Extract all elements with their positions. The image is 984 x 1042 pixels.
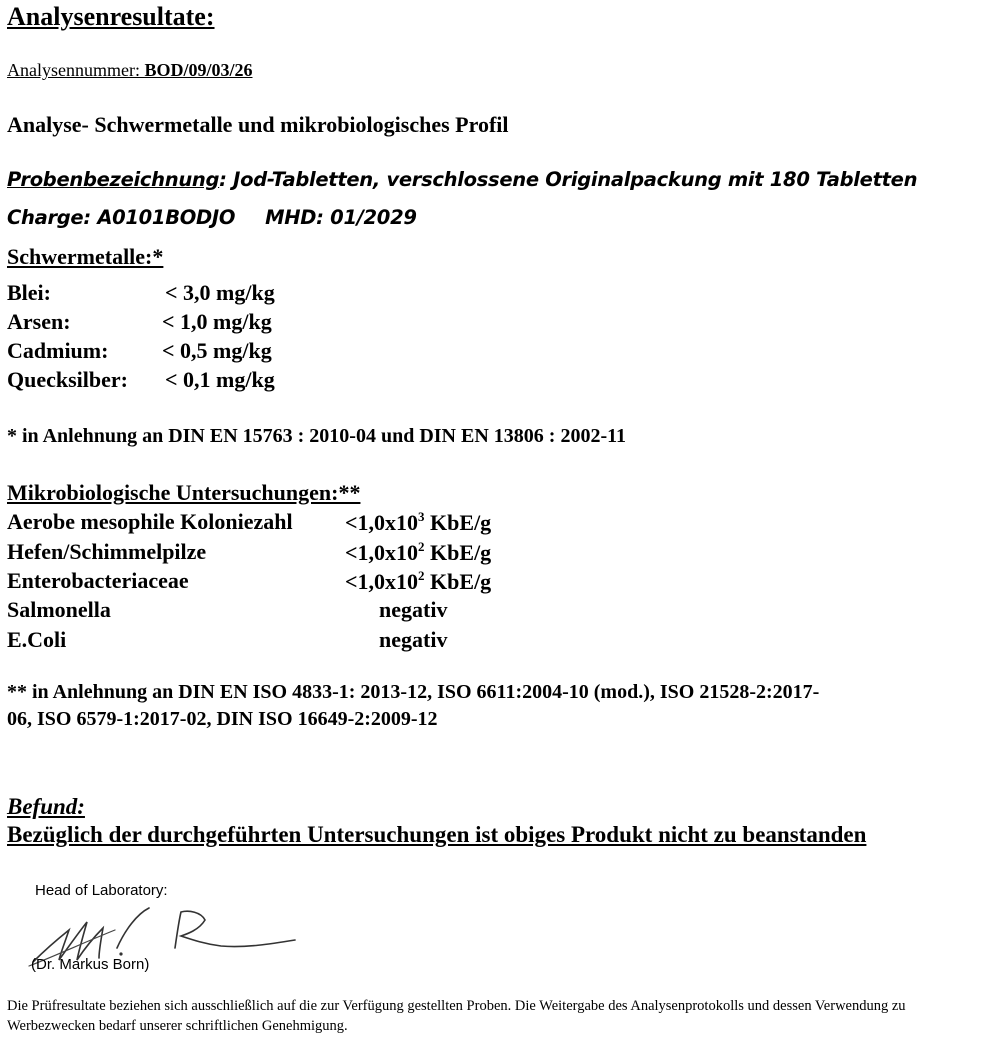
befund-text: Bezüglich der durchgeführten Untersuchungen ist obiges Produkt nicht zu beanstanden <box>7 822 867 847</box>
metal-name: Arsen: <box>7 309 71 334</box>
charge-number: Charge: A0101BODJO <box>7 206 236 229</box>
microbiology-row <box>7 568 492 594</box>
microbiology-value: negativ <box>379 597 448 622</box>
metal-name: Quecksilber: <box>7 367 128 392</box>
befund-heading: Befund: <box>7 794 85 819</box>
microbiology-row <box>7 627 448 653</box>
sample-description <box>7 168 917 191</box>
microbiology-value: $<1,0x10^2$ KbE/g <box>345 568 492 594</box>
metal-value: < 3,0 mg/kg <box>165 280 275 305</box>
heavy-metals-heading: Schwermetalle:* <box>7 244 164 269</box>
microbiology-row <box>7 509 492 535</box>
mhd-date: MHD: 01/2029 <box>265 206 417 229</box>
heavy-metals-footnote: * in Anlehnung an DIN EN 15763 : 2010-04 und DIN EN 13806 : 2002-11 <box>7 425 627 447</box>
microbiology-heading: Mikrobiologische Untersuchungen:** <box>7 480 361 505</box>
analysis-number-value: BOD/09/03/26 <box>144 60 253 80</box>
metal-row <box>7 280 275 306</box>
metal-value: < 0,5 mg/kg <box>162 338 272 363</box>
microbiology-footnote-line1: ** in Anlehnung an DIN EN ISO 4833-1: 2013-12, ISO 6611:2004-10 (mod.), ISO 21528-2:2017- <box>7 681 820 703</box>
microbiology-name: Hefen/Schimmelpilze <box>7 539 207 564</box>
charge-line <box>7 206 417 229</box>
microbiology-value: negativ <box>379 627 448 652</box>
metal-value: < 1,0 mg/kg <box>162 309 272 334</box>
metal-row <box>7 338 272 364</box>
analysis-number-label: Analysennummer: <box>7 60 140 80</box>
microbiology-footnote-line2: 06, ISO 6579-1:2017-02, DIN ISO 16649-2:2009-12 <box>7 708 438 730</box>
sample-text: : Jod-Tabletten, verschlossene Originalpackung mit 180 Tabletten <box>219 168 918 191</box>
sample-label: Probenbezeichnung <box>7 168 220 191</box>
metal-value: < 0,1 mg/kg <box>165 367 275 392</box>
signature-role: Head of Laboratory: <box>35 882 168 899</box>
microbiology-value: $<1,0x10^3$ KbE/g <box>345 509 492 535</box>
microbiology-name: Aerobe mesophile Koloniezahl <box>7 509 293 534</box>
microbiology-row <box>7 539 492 565</box>
microbiology-name: Salmonella <box>7 597 111 622</box>
microbiology-name: Enterobacteriaceae <box>7 568 189 593</box>
microbiology-name: E.Coli <box>7 627 67 652</box>
microbiology-row <box>7 597 448 623</box>
profile-heading: Analyse- Schwermetalle und mikrobiologisches Profil <box>7 112 509 137</box>
document-title: Analysenresultate: <box>7 2 215 31</box>
metal-name: Cadmium: <box>7 338 109 363</box>
analysis-number <box>7 60 253 81</box>
metal-row <box>7 309 272 335</box>
microbiology-value: $<1,0x10^2$ KbE/g <box>345 539 492 565</box>
disclaimer: Die Prüfresultate beziehen sich ausschließlich auf die zur Verfügung gestellten Proben. Die Weitergabe des Analysenprotokolls und dessen Verwendung zu Werbezwecken bedarf unserer schriftlichen Genehmigung. <box>7 998 906 1034</box>
signature-name: (Dr. Markus Born) <box>31 956 150 973</box>
metal-row <box>7 367 275 393</box>
metal-name: Blei: <box>7 280 51 305</box>
